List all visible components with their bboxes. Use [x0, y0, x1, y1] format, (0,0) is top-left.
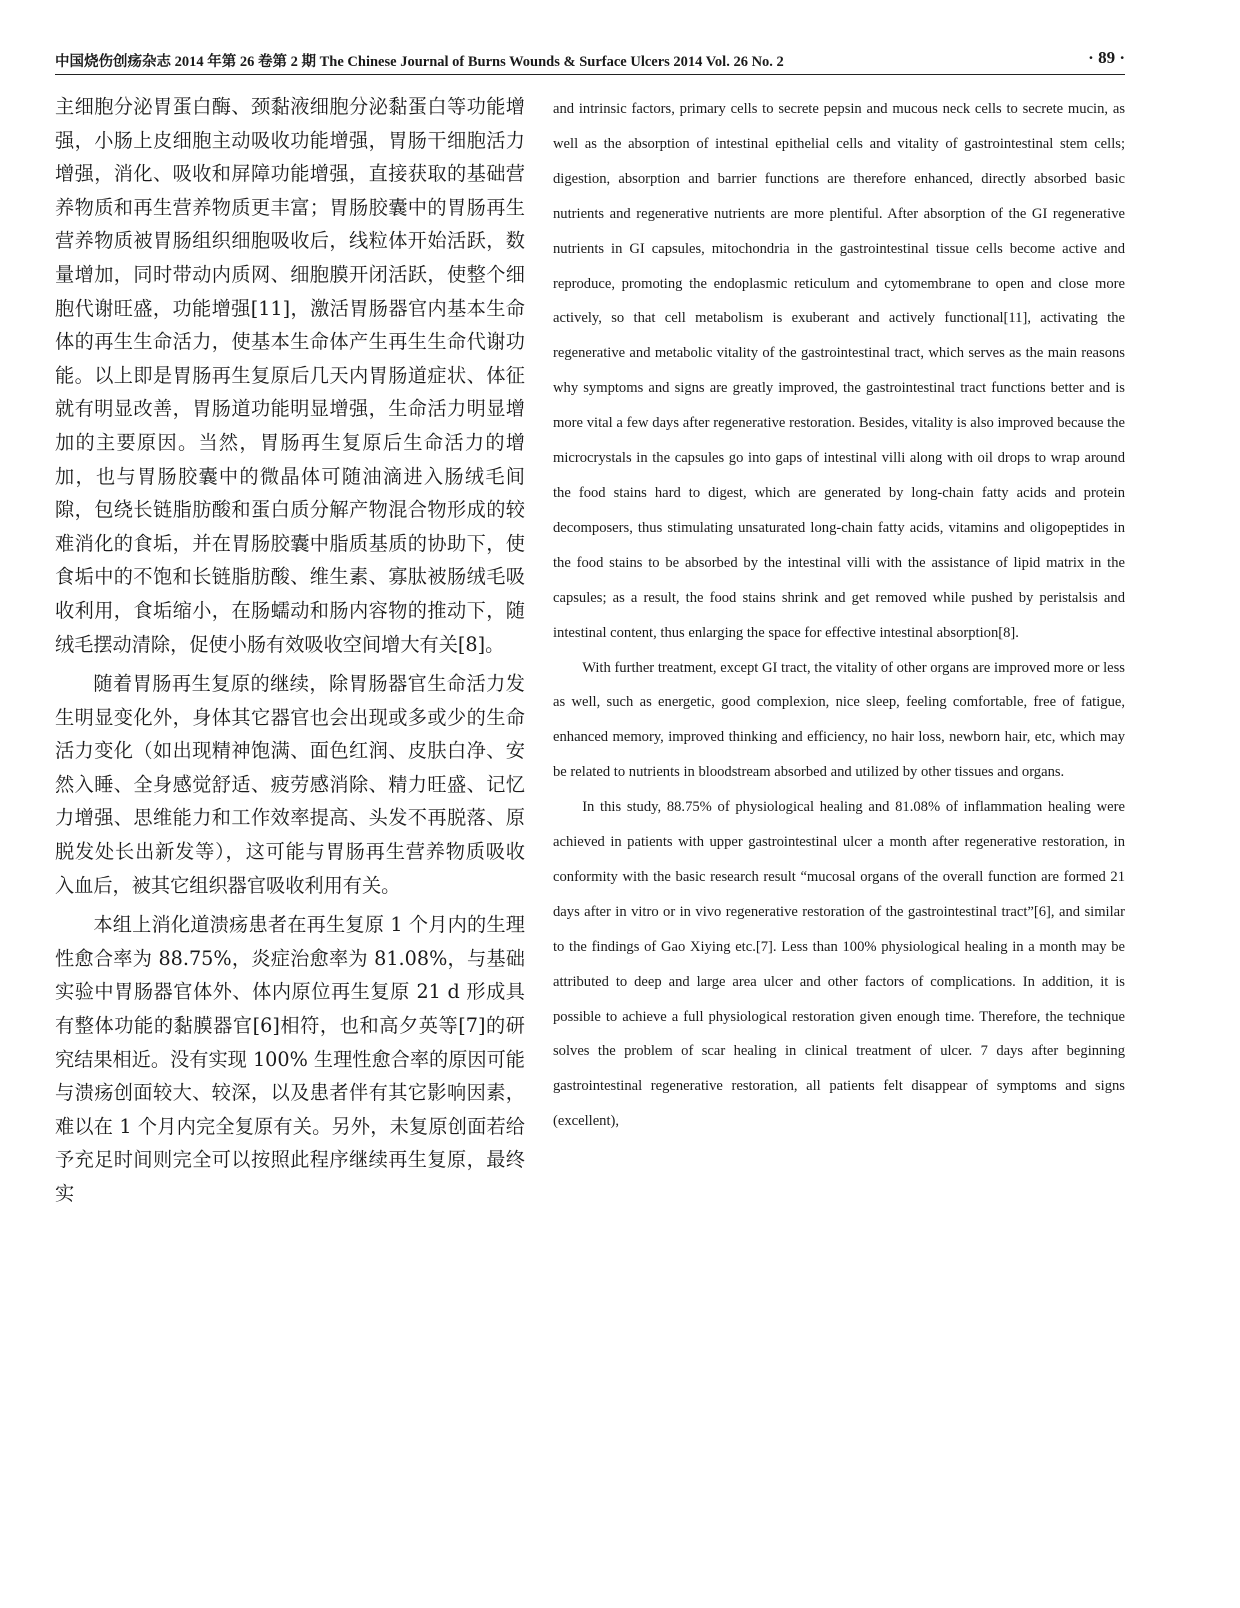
cn-paragraph-1: 主细胞分泌胃蛋白酶、颈黏液细胞分泌黏蛋白等功能增强，小肠上皮细胞主动吸收功能增强，胃肠干细胞活力增强，消化、吸收和屏障功能增强，直接获取的基础营养物质和再生营养物质更丰富；胃肠胶囊中的胃肠再生营养物质被胃肠组织细胞吸收后，线粒体开始活跃，数量增加，同时带动内质网、细胞膜开闭活跃，使整个细胞代谢旺盛，功能增强[11]，激活胃肠器官内基本生命体的再生生命活力，使基本生命体产生再生生命代谢功能。以上即是胃肠再生复原后几天内胃肠道症状、体征就有明显改善，胃肠道功能明显增强，生命活力明显增加的主要原因。当然，胃肠再生复原后生命活力的增加，也与胃肠胶囊中的微晶体可随油滴进入肠绒毛间隙，包绕长链脂肪酸和蛋白质分解产物混合物形成的较难消化的食垢，并在胃肠胶囊中脂质基质的协助下，使食垢中的不饱和长链脂肪酸、维生素、寡肽被肠绒毛吸收利用，食垢缩小，在肠蠕动和肠内容物的推动下，随绒毛摆动清除，促使小肠有效吸收空间增大有关[8]。	[55, 95, 525, 656]
page-number: · 89 ·	[1088, 48, 1125, 67]
journal-running-title: 中国烧伤创疡杂志 2014 年第 26 卷第 2 期 The Chinese Journal of Burns Wounds & Surface Ulcers 2014 Vol. 26 No. 2	[55, 54, 784, 70]
left-column-chinese	[55, 90, 525, 1211]
right-column-english	[553, 92, 1125, 1139]
en-paragraph-1: and intrinsic factors, primary cells to secrete pepsin and mucous neck cells to secrete mucin, as well as the absorption of intestinal epithelial cells and vitality of gastrointestinal stem cells; digestion, absorption and barrier functions are therefore enhanced, directly absorbed basic nutrients and regenerative nutrients are more plentiful. After absorption of the GI regenerative nutrients in GI capsules, mitochondria in the gastrointestinal tissue cells become active and reproduce, promoting the endoplasmic reticulum and cytomembrane to open and close more actively, so that cell metabolism is exuberant and actively functional[11], activating the regenerative and metabolic vitality of the gastrointestinal tract, which serves as the main reasons why symptoms and signs are greatly improved, the gastrointestinal tract functions better and is more vital a few days after regenerative restoration. Besides, vitality is also improved because the microcrystals in the capsules go into gaps of intestinal villi along with oil drops to wrap around the food stains hard to digest, which are generated by long-chain fatty acids and protein decomposers, thus stimulating unsaturated long-chain fatty acids, vitamins and oligopeptides in the food stains to be absorbed by the intestinal villi with the assistance of lipid matrix in the capsules; as a result, the food stains shrink and get removed while pushed by peristalsis and intestinal content, thus enlarging the space for effective intestinal absorption[8].	[553, 101, 1125, 641]
running-header	[55, 48, 1125, 75]
cn-paragraph-2: 随着胃肠再生复原的继续，除胃肠器官生命活力发生明显变化外，身体其它器官也会出现或多或少的生命活力变化（如出现精神饱满、面色红润、皮肤白净、安然入睡、全身感觉舒适、疲劳感消除、精力旺盛、记忆力增强、思维能力和工作效率提高、头发不再脱落、原脱发处长出新发等），这可能与胃肠再生营养物质吸收入血后，被其它组织器官吸收利用有关。	[55, 672, 525, 897]
cn-paragraph-3: 本组上消化道溃疡患者在再生复原 1 个月内的生理性愈合率为 88.75%，炎症治愈率为 81.08%，与基础实验中胃肠器官体外、体内原位再生复原 21 d 形成具有整体功能的黏膜器官[6]相符，也和高夕英等[7]的研究结果相近。没有实现 100% 生理性愈合率的原因可能与溃疡创面较大、较深，以及患者伴有其它影响因素，难以在 1 个月内完全复原有关。另外，未复原创面若给予充足时间则完全可以按照此程序继续再生复原，最终实	[55, 913, 525, 1205]
en-paragraph-2: With further treatment, except GI tract, the vitality of other organs are improved more or less as well, such as energetic, good complexion, nice sleep, feeling comfortable, free of fatigue, enhanced memory, improved thinking and efficiency, no hair loss, newborn hair, etc, which may be related to nutrients in bloodstream absorbed and utilized by other tissues and organs.	[553, 659, 1125, 781]
en-paragraph-3: In this study, 88.75% of physiological healing and 81.08% of inflammation healing were achieved in patients with upper gastrointestinal ulcer a month after regenerative restoration, in conformity with the basic research result “mucosal organs of the overall function are formed 21 days after in vitro or in vivo regenerative restoration of the gastrointestinal tract”[6], and similar to the findings of Gao Xiying etc.[7]. Less than 100% physiological healing in a month may be attributed to deep and large area ulcer and other factors of complications. In addition, it is possible to achieve a full physiological restoration given enough time. Therefore, the technique solves the problem of scar healing in clinical treatment of ulcer. 7 days after beginning gastrointestinal regenerative restoration, all patients felt disappear of symptoms and signs (excellent),	[553, 799, 1125, 1130]
